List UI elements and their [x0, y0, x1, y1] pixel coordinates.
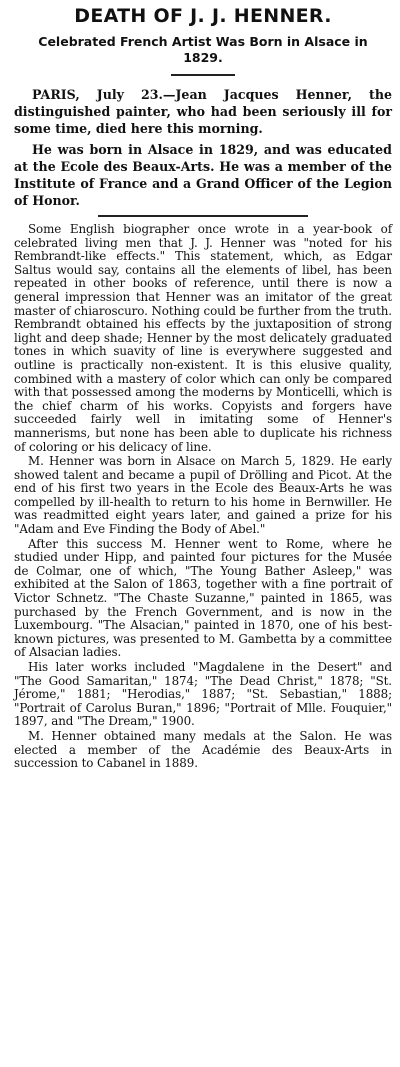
body-paragraph-3: After this success M. Henner went to Rome, where he studied under Hipp, and painted four pictures for the Musée de Colmar, one of which, "The Young Bather Asleep," was exhibited at the Salon of 1863, together with a fine portrait of Victor Schnetz. "The Chaste Suzanne," painted in 1865, was purchased by the French Government, and is now in the Luxembourg. "The Alsacian," painted in 1870, one of his best-known pictures, was presented to M. Gambetta by a committee of Alsacian ladies. [14, 536, 392, 660]
lead-paragraph-1: PARIS, July 23.—Jean Jacques Henner, the distinguished painter, who had been seriously ill for some time, died here this morning. [14, 87, 392, 136]
short-divider [171, 74, 235, 76]
body-paragraph-1: Some English biographer once wrote in a year-book of celebrated living men that J. J. Henner was "noted for his Rembrandt-like effects." This statement, which, as Edgar Saltus would say, contains all the elements of libel, has been repeated in other books of reference, until there is now a general impression that Henner was an imitator of the great master of chiaroscuro. Nothing could be further from the truth. Rembrandt obtained his effects by the juxtaposition of strong light and deep shade; Henner by the most delicately graduated tones in which suavity of line is everywhere suggested and outline is practically non-existent. It is this elusive quality, combined with a mastery of color which can only be compared with that possessed among the moderns by Monticelli, which is the chief charm of his works. Copyists and forgers have succeeded fairly well in imitating some of Henner's mannerisms, but none has been able to duplicate his richness of coloring or his delicacy of line. [14, 222, 392, 454]
lead-paragraph-2: He was born in Alsace in 1829, and was educated at the Ecole des Beaux-Arts. He was a member of the Institute of France and a Grand Officer of the Legion of Honor. [14, 142, 392, 208]
body-paragraph-4: His later works included "Magdalene in the Desert" and "The Good Samaritan," 1874; "The Dead Christ," 1878; "St. Jérome," 1881; "Herodias," 1887; "St. Sebastian," 1888; "Portrait of Carolus Buran," 1896; "Portrait of Mlle. Fouquier," 1897, and "The Dream," 1900. [14, 660, 392, 729]
body-paragraph-2: M. Henner was born in Alsace on March 5, 1829. He early showed talent and became a pupil of Drölling and Picot. At the end of his first two years in the Ecole des Beaux-Arts he was compelled by ill-health to return to his home in Bernwiller. He was readmitted eight years later, and gained a prize for his "Adam and Eve Finding the Body of Abel." [14, 454, 392, 537]
body-paragraph-5: M. Henner obtained many medals at the Salon. He was elected a member of the Académie des Beaux-Arts in succession to Cabanel in 1889. [14, 728, 392, 771]
subheadline: Celebrated French Artist Was Born in Alsace in 1829. [38, 34, 368, 65]
headline: DEATH OF J. J. HENNER. [74, 5, 332, 27]
section-divider [98, 215, 308, 217]
